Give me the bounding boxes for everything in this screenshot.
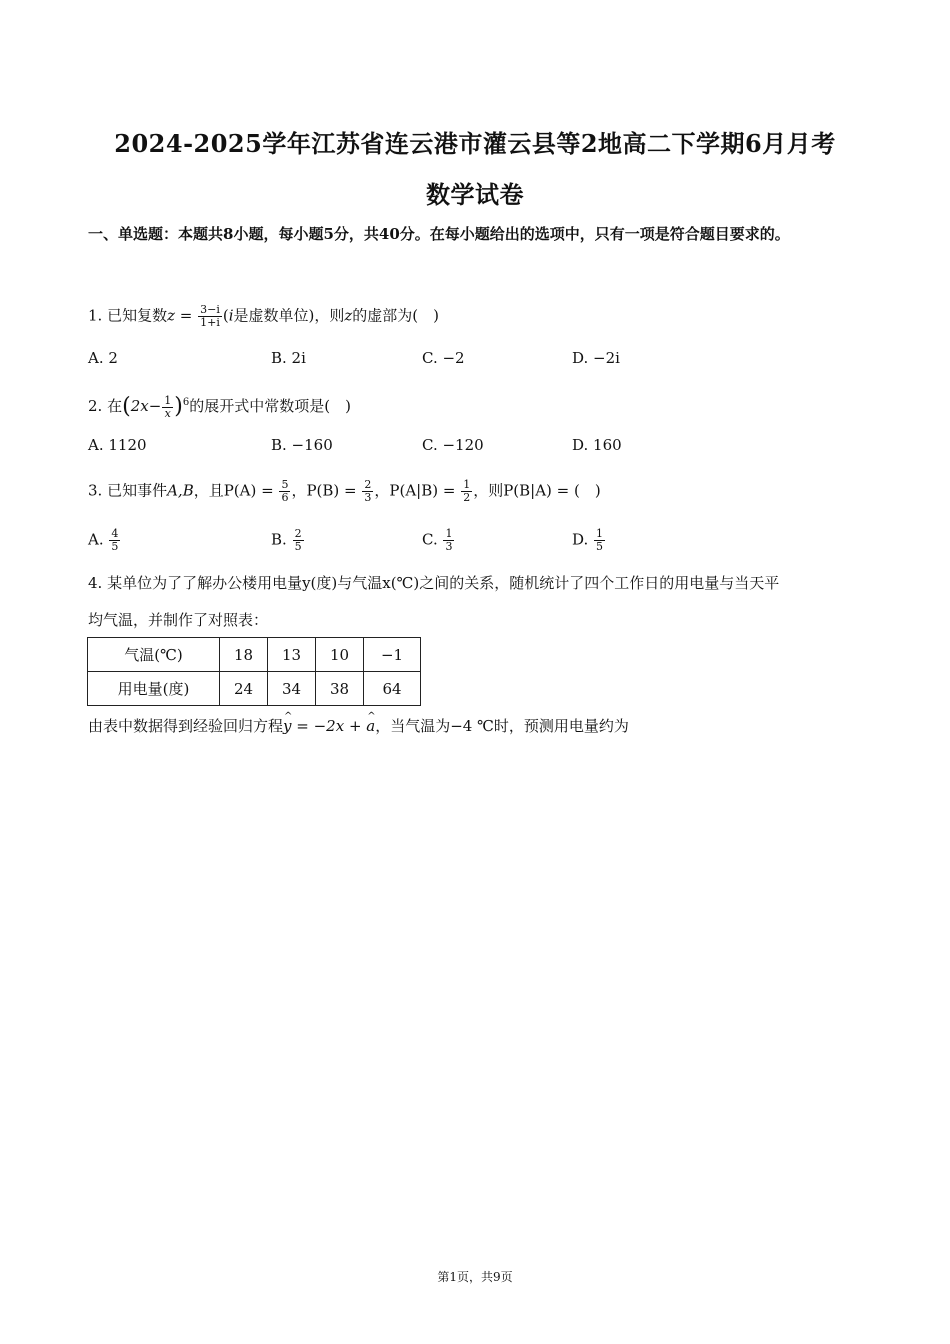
question-4-line-1: 4. 某单位为了了解办公楼用电量y(度)与气温x(℃)之间的关系，随机统计了四个工作日的用电量与当天平 — [88, 574, 780, 592]
table-cell: −1 — [364, 638, 421, 672]
exam-title: 2024-2025学年江苏省连云港市灌云县等2地高二下学期6月月考 — [114, 129, 836, 158]
q2-option-d: D. 160 — [572, 436, 622, 454]
table-cell: 24 — [220, 672, 268, 706]
q1-option-d: D. −2i — [572, 349, 620, 367]
data-table — [87, 637, 421, 706]
table-cell: 10 — [316, 638, 364, 672]
q2-option-b: B. −160 — [271, 436, 333, 454]
table-cell: 34 — [268, 672, 316, 706]
fraction: $\frac{2}{3}$ — [364, 478, 372, 504]
table-row — [88, 672, 421, 706]
table-row — [88, 638, 421, 672]
table-cell: 气温(℃) — [88, 638, 220, 672]
q3-option-a: A. $\frac{4}{5}$ — [88, 527, 119, 553]
fraction: $\frac{1}{2}$ — [463, 478, 471, 504]
table-cell: 18 — [220, 638, 268, 672]
fraction: $\frac{5}{6}$ — [281, 478, 289, 504]
q1-option-b: B. 2i — [271, 349, 306, 367]
section-heading: 一、单选题：本题共8小题，每小题5分，共40分。在每小题给出的选项中，只有一项是符合题目要求的。 — [88, 225, 790, 243]
q3-option-d: D. $\frac{1}{5}$ — [572, 527, 604, 553]
table-cell: 用电量(度) — [88, 672, 220, 706]
question-1: 1. 已知复数z = $\frac{3-i}{1+i}$ (i是虚数单位)，则z的虚部为( ) — [88, 303, 439, 329]
table-cell: 38 — [316, 672, 364, 706]
q3-option-b: B. $\frac{2}{5}$ — [271, 527, 302, 553]
table-cell: 13 — [268, 638, 316, 672]
question-2: 2. 在(2x− $\frac{1}{x}$ )$^6$的展开式中常数项是( ) — [88, 393, 351, 420]
q1-option-c: C. −2 — [422, 349, 465, 367]
q2-option-c: C. −120 — [422, 436, 484, 454]
fraction: $\frac{1}{x}$ — [164, 393, 172, 420]
q1-option-a: A. 2 — [88, 349, 118, 367]
table-cell: 64 — [364, 672, 421, 706]
question-3: 3. 已知事件A,B，且P(A) = $\frac{5}{6}$ ，P(B) = $\frac{2}{3}$ ，P(A|B) = $\frac{1}{2}$ ，则P(B|A) = ( ) — [88, 478, 601, 504]
q3-option-c: C. $\frac{1}{3}$ — [422, 527, 453, 553]
question-4-line-3: 由表中数据得到经验回归方程^ y = −2x + ^ a，当气温为−4 ℃时，预测用电量约为 — [88, 715, 629, 737]
fraction: $\frac{3-i}{1+i}$ — [200, 303, 220, 329]
q2-option-a: A. 1120 — [88, 436, 147, 454]
page-footer: 第1页，共9页 — [437, 1270, 513, 1284]
question-4-line-2: 均气温，并制作了对照表： — [88, 611, 269, 629]
exam-subtitle: 数学试卷 — [426, 180, 524, 209]
